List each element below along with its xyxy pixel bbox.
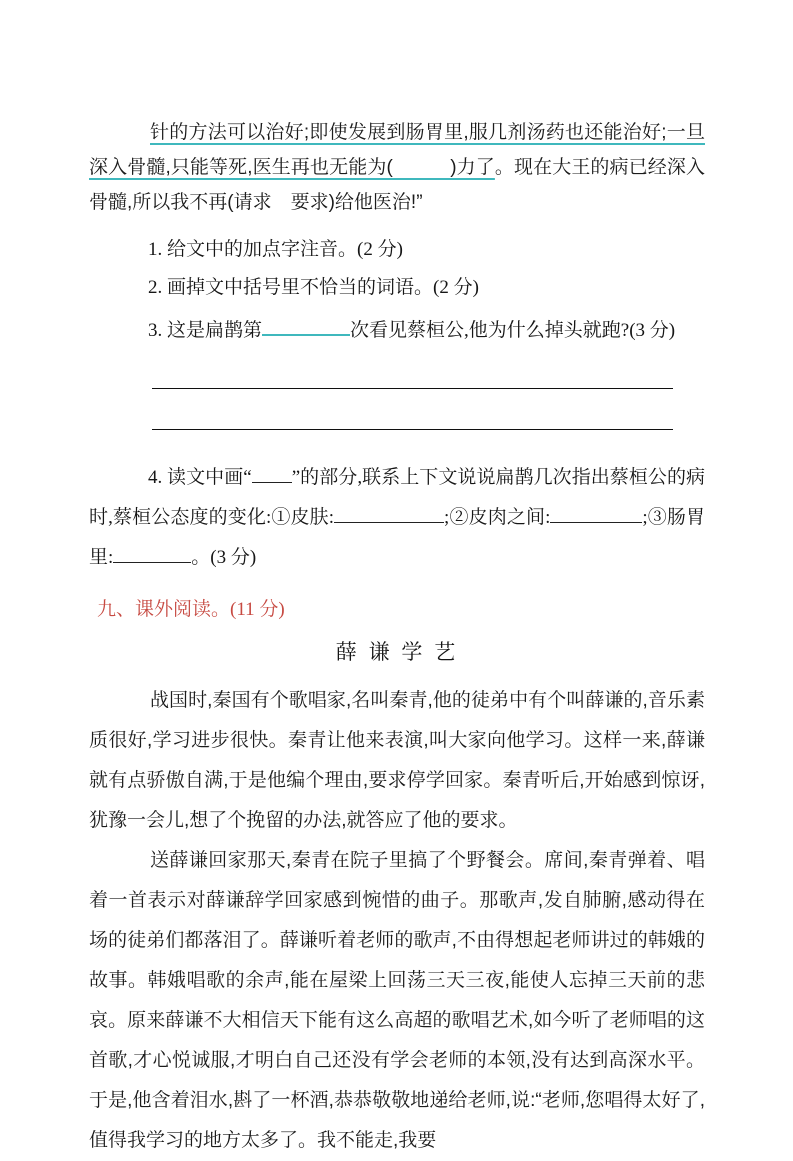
question-3-blank <box>262 315 350 336</box>
question-4-blank-skin <box>334 503 444 523</box>
question-list <box>89 239 705 342</box>
question-4-quote-blank <box>252 463 292 483</box>
passage-bianque <box>89 115 705 220</box>
story-paragraph-2: 送薛谦回家那天,秦青在院子里搞了个野餐会。席间,秦青弹着、唱着一首表示对薛谦辞学回家感到惋惜的曲子。那歌声,发自肺腑,感动得在场的徒弟们都落泪了。薛谦听着老师的歌声,不由得想起老师讲过的韩娥的故事。韩娥唱歌的余声,能在屋梁上回荡三天三夜,能使人忘掉三天前的悲哀。原来薛谦不大相信天下能有这么高超的歌唱艺术,如今听了老师唱的这首歌,才心悦诚服,才明白自己还没有学会老师的本领,没有达到高深水平。于是,他含着泪水,斟了一杯酒,恭恭敬敬地递给老师,说:“老师,您唱得太好了,值得我学习的地方太多了。我不能走,我要 <box>89 850 705 1151</box>
question-3-text-after: 次看见蔡桓公,他为什么掉头就跑?(3 分) <box>350 320 676 341</box>
question-2 <box>89 277 705 299</box>
question-4-part5: 。(3 分) <box>191 547 257 568</box>
question-3 <box>89 315 705 342</box>
question-3-text-before: 3. 这是扁鹊第 <box>148 320 263 341</box>
question-4 <box>89 458 705 578</box>
section-9-heading: 九、课外阅读。(11 分) <box>97 599 285 620</box>
question-4-part2: ”的部分,联系上下文说说扁鹊几次指出蔡桓公的病时,蔡桓公态度的变化:①皮肤: <box>89 467 706 528</box>
question-1-text: 1. 给文中的加点字注音。(2 分) <box>148 239 403 260</box>
question-4-part3: ;②皮肉之间: <box>444 507 551 528</box>
passage-rest-segment: 。现在大王的病已经深入骨髓,所以我不再(请求 要求)给他医治!” <box>89 157 705 213</box>
answer-line-1 <box>152 362 673 389</box>
question-1 <box>89 239 705 261</box>
story-paragraph-1: 战国时,秦国有个歌唱家,名叫秦青,他的徒弟中有个叫薛谦的,音乐素质很好,学习进步很快。秦青让他来表演,叫大家向他学习。这样一来,薛谦就有点骄傲自满,于是他编个理由,要求停学回家。秦青听后,开始感到惊讶,犹豫一会儿,想了个挽留的办法,就答应了他的要求。 <box>89 690 705 831</box>
question-4-blank-stomach <box>113 543 191 563</box>
answer-lines <box>152 362 673 430</box>
story-body <box>89 681 705 1161</box>
question-4-blank-flesh <box>550 503 642 523</box>
reading-title: 薛 谦 学 艺 <box>335 641 459 664</box>
passage-underlined-segment: 针的方法可以治好;即使发展到肠胃里,服几剂汤药也还能治好;一旦深入骨髓,只能等死,医生再也无能为( )力了 <box>89 122 705 178</box>
question-2-text: 2. 画掉文中括号里不恰当的词语。(2 分) <box>148 277 479 298</box>
answer-line-2 <box>152 389 673 430</box>
question-4-part1: 4. 读文中画“ <box>148 467 252 488</box>
question-4-part4: ;③肠胃里: <box>89 507 706 568</box>
